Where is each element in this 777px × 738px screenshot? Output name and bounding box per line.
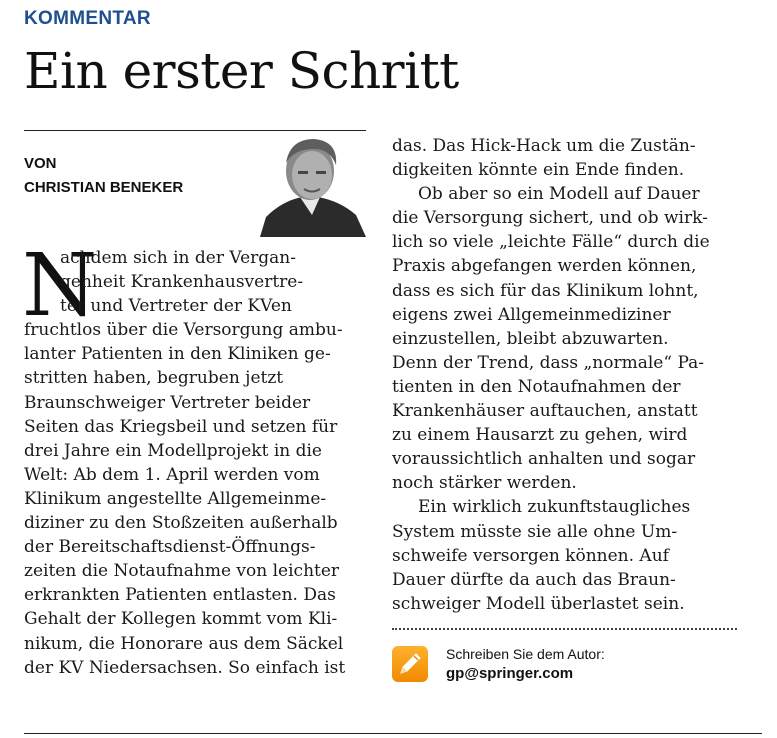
text-line: ter und Vertreter der KVen — [60, 296, 292, 317]
text-line: Gehalt der Kollegen kommt vom Kli- — [24, 609, 338, 630]
text-line: Seiten das Kriegsbeil und setzen für — [24, 416, 338, 437]
text-line: genheit Krankenhausvertre- — [60, 272, 304, 293]
text-line: fruchtlos über die Versorgung ambu- — [24, 320, 343, 341]
text-line: Ob aber so ein Modell auf Dauer — [418, 184, 700, 205]
text-line: nikum, die Honorare aus dem Säckel — [24, 633, 344, 654]
text-line: Braunschweiger Vertreter beider — [24, 392, 311, 413]
text-line: Denn der Trend, dass „normale“ Pa- — [392, 352, 705, 373]
text-line: die Versorgung sichert, und ob wirk- — [392, 208, 708, 229]
footer-rule — [24, 733, 762, 734]
text-line: dass es sich für das Klinikum lohnt, — [392, 280, 699, 301]
text-line: Klinikum angestellte Allgemeinme- — [24, 488, 327, 509]
text-line: achdem sich in der Vergan- — [60, 248, 296, 268]
text-line: diziner zu den Stoßzeiten außerhalb — [24, 513, 338, 534]
text-line: der KV Niedersachsen. So einfach ist — [24, 657, 346, 678]
section-kicker: KOMMENTAR — [24, 8, 151, 29]
text-line: drei Jahre ein Modellprojekt in die — [24, 440, 322, 461]
text-line: der Bereitschaftsdienst-Öffnungs- — [24, 537, 316, 558]
article-column-1 — [22, 236, 369, 680]
pencil-icon — [392, 646, 428, 682]
author-photo — [260, 131, 366, 237]
text-line: schweiger Modell überlastet sein. — [392, 593, 685, 614]
text-line: lich so viele „leichte Fälle“ durch die — [392, 232, 710, 253]
text-line: tienten in den Notaufnahmen der — [392, 376, 681, 397]
text-line: schweife versorgen können. Auf — [392, 545, 669, 566]
text-line: das. Das Hick-Hack um die Zustän- — [392, 136, 696, 156]
text-line: stritten haben, begruben jetzt — [24, 368, 284, 389]
article-headline: Ein erster Schritt — [24, 42, 459, 100]
text-line: lanter Patienten in den Kliniken ge- — [24, 344, 331, 365]
text-line: erkrankten Patienten entlasten. Das — [24, 585, 336, 606]
author-byline — [24, 152, 183, 200]
text-line: einzustellen, bleibt abzuwarten. — [392, 328, 669, 349]
text-line: Welt: Ab dem 1. April werden vom — [24, 464, 320, 485]
text-line: noch stärker werden. — [392, 473, 577, 494]
text-line: zeiten die Notaufnahme von leichter — [24, 561, 340, 582]
author-email-link[interactable]: gp@springer.com — [446, 665, 574, 682]
text-line: digkeiten könnte ein Ende finden. — [392, 160, 685, 181]
author-name: CHRISTIAN BENEKER — [24, 179, 184, 196]
article-column-2 — [392, 134, 737, 616]
contact-divider — [392, 628, 737, 630]
text-line: Praxis abgefangen werden können, — [392, 256, 697, 277]
text-line: Dauer dürfte da auch das Braun- — [392, 569, 676, 590]
contact-label: Schreiben Sie dem Autor: — [446, 646, 605, 662]
text-line: eigens zwei Allgemeinmediziner — [392, 304, 671, 325]
author-prefix: VON — [24, 155, 57, 172]
text-line: Krankenhäuser auftauchen, anstatt — [392, 401, 698, 422]
author-portrait-image — [260, 131, 366, 237]
text-line: zu einem Hausarzt zu gehen, wird — [392, 425, 688, 446]
drop-cap: N — [22, 236, 98, 336]
text-line: voraussichtlich anhalten und sogar — [392, 449, 696, 470]
text-line: System müsste sie alle ohne Um- — [392, 521, 678, 542]
text-line: Ein wirklich zukunftstaugliches — [418, 497, 691, 518]
